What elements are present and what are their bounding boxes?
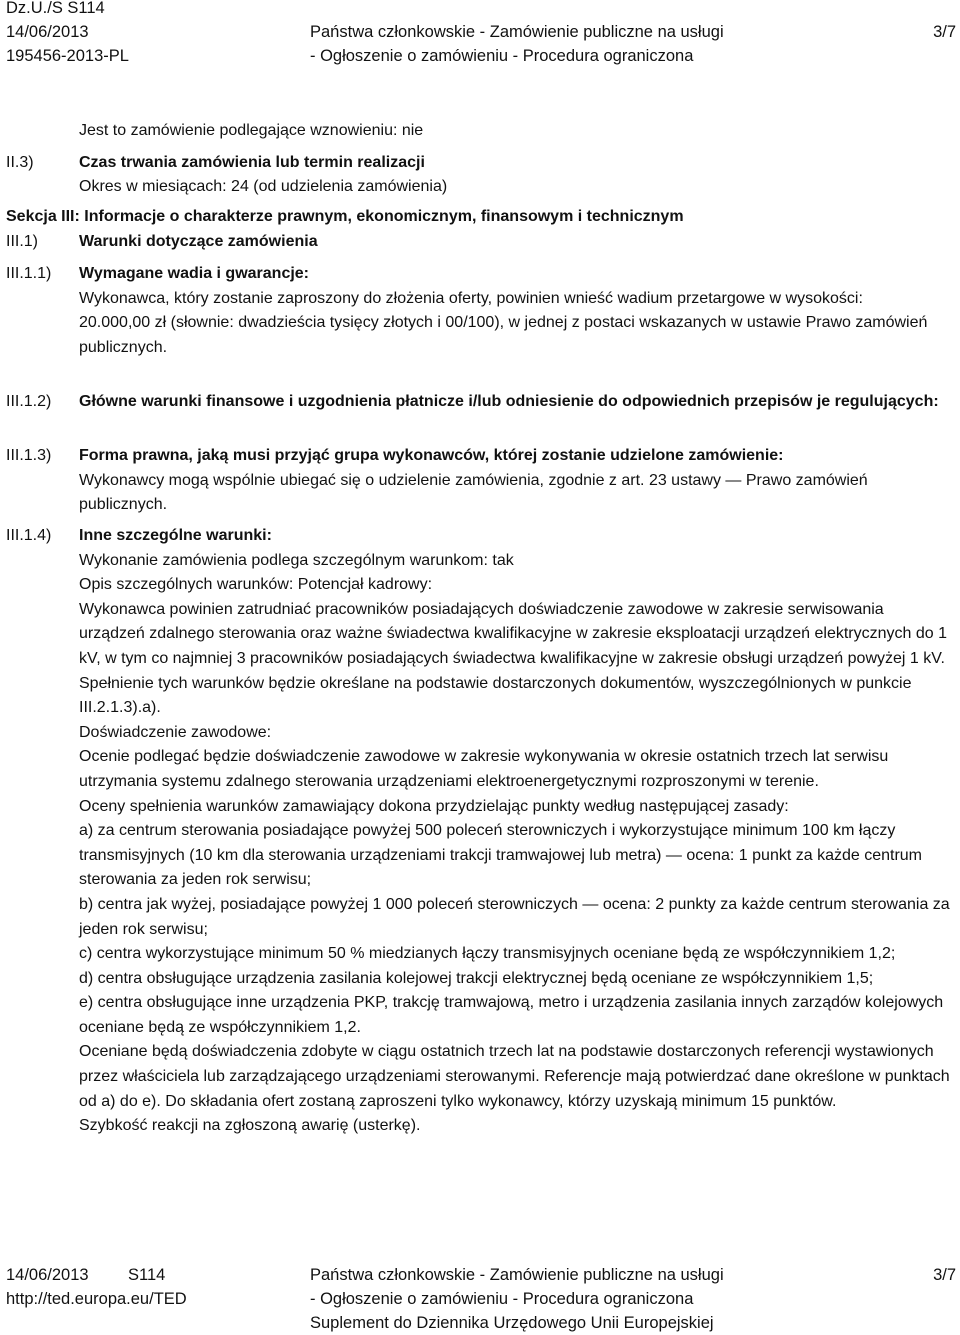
renewal-text: Jest to zamówienie podlegające wznowieniu: nie bbox=[79, 122, 424, 139]
section-title-iii11: Wymagane wadia i gwarancje: bbox=[79, 265, 310, 282]
section-title-iii13: Forma prawna, jaką musi przyjąć grupa wykonawców, której zostanie udzielone zamówienie: bbox=[79, 447, 784, 464]
footer-series: S114 bbox=[128, 1266, 166, 1284]
section-title-iii12: Główne warunki finansowe i uzgodnienia płatnicze i/lub odniesienie do odpowiednich przepisów je regulujących: bbox=[79, 393, 939, 410]
paragraph: 20.000,00 zł (słownie: dwadzieścia tysięcy złotych i 00/100), w jednej z postaci wskazanych w ustawie Prawo zamówień publicznych. bbox=[79, 314, 928, 356]
paragraph: Oceniane będą doświadczenia zdobyte w ciągu ostatnich trzech lat na podstawie dostarczonych referencji wystawionych przez właściciela lub zarządzającego urządzeniami sterowanymi. Referencje mają potwierdzać dane określone w punktach od a) do e). Do składania ofert zostaną zaproszeni tylko wykonawcy, którzy uzyskają minimum 15 punktów. bbox=[79, 1043, 950, 1110]
section-number-iii1: III.1) bbox=[6, 233, 39, 250]
footer-title-line2: - Ogłoszenie o zamówieniu - Procedura ograniczona bbox=[310, 1290, 694, 1308]
list-item: b) centra jak wyżej, posiadające powyżej 1 000 poleceń sterowniczych — ocena: 2 punkty za każde centrum sterowania za jeden rok serwisu; bbox=[79, 895, 950, 938]
section-number-iii12: III.1.2) bbox=[6, 393, 52, 410]
paragraph: Ocenie podlegać będzie doświadczenie zawodowe w zakresie wykonywania w okresie ostatnich trzech lat serwisu utrzymania systemu zdalnego sterowania urządzeniami elektroenergetycznymi rozproszonymi w terenie. bbox=[79, 748, 889, 790]
section-iii-heading: Sekcja III: Informacje o charakterze prawnym, ekonomicznym, finansowym i technicznym bbox=[6, 208, 684, 225]
section-body-iii11 bbox=[79, 262, 951, 360]
section-title-iii14: Inne szczególne warunki: bbox=[79, 527, 272, 544]
paragraph: Wykonawca powinien zatrudniać pracowników posiadających doświadczenie zawodowe w zakresie serwisowania urządzeń zdalnego sterowania oraz ważne świadectwa kwalifikacyjne w zakresie eksploatacji urządzeń elektrycznych do 1 kV, w tym co najmniej 3 pracowników posiadających świadectwa kwalifikacyjne w zakresie obsługi urządzeń powyżej 1 kV. Spełnienie tych warunków będzie określane na podstawie dostarczonych dokumentów, wyszczególnionych w punkcie III.2.1.3).a). bbox=[79, 600, 947, 717]
section-body-iii12 bbox=[79, 390, 951, 415]
section-number-iii11: III.1.1) bbox=[6, 265, 52, 282]
header-page-number: 3/7 bbox=[933, 23, 956, 41]
section-number-ii3: II.3) bbox=[6, 154, 34, 171]
section-body-iii13 bbox=[79, 444, 951, 518]
list-item: c) centra wykorzystujące minimum 50 % miedzianych łączy transmisyjnych oceniane będą ze współczynnikiem 1,2; bbox=[79, 945, 896, 963]
list-item: e) centra obsługujące inne urządzenia PKP, trakcję tramwajową, metro i urządzenia zasilania innych zarządów kolejowych oceniane będą ze współczynnikiem 1,2. bbox=[79, 994, 944, 1036]
paragraph: Wykonawcy mogą wspólnie ubiegać się o udzielenie zamówienia, zgodnie z art. 23 ustawy — Prawo zamówień publicznych. bbox=[79, 471, 868, 514]
header-title-line2: - Ogłoszenie o zamówieniu - Procedura ograniczona bbox=[310, 47, 694, 65]
duration-text: Okres w miesiącach: 24 (od udzielenia zamówienia) bbox=[79, 178, 448, 195]
paragraph: Szybkość reakcji na zgłoszoną awarię (usterkę). bbox=[79, 1117, 421, 1135]
paragraph: Wykonanie zamówienia podlega szczególnym warunkom: tak bbox=[79, 551, 514, 569]
footer-title-line1: Państwa członkowskie - Zamówienie publiczne na usługi bbox=[310, 1266, 724, 1284]
paragraph: Wykonawca, który zostanie zaproszony do złożenia oferty, powinien wnieść wadium przetargowe w wysokości: bbox=[79, 289, 863, 307]
paragraph: Oceny spełnienia warunków zamawiający dokona przydzielając punkty według następującej zasady: bbox=[79, 797, 789, 815]
header-publication: Dz.U./S S114 bbox=[6, 0, 105, 17]
header-title-line1: Państwa członkowskie - Zamówienie publiczne na usługi bbox=[310, 23, 724, 41]
footer-title-line3: Suplement do Dziennika Urzędowego Unii Europejskiej bbox=[310, 1314, 714, 1332]
footer-date: 14/06/2013 bbox=[6, 1266, 89, 1284]
footer-url[interactable]: http://ted.europa.eu/TED bbox=[6, 1290, 187, 1308]
section-number-iii14: III.1.4) bbox=[6, 527, 52, 544]
header-date: 14/06/2013 bbox=[6, 23, 89, 41]
list-item: a) za centrum sterowania posiadające powyżej 500 poleceń sterowniczych i wykorzystujące minimum 100 km łączy transmisyjnych (10 km dla sterowania urządzeniami trakcji tramwajowej lub metra) — ocena: 1 punkt za każde centrum sterowania za jeden rok serwisu; bbox=[79, 822, 923, 889]
footer-page-number: 3/7 bbox=[933, 1266, 956, 1284]
section-number-iii13: III.1.3) bbox=[6, 447, 52, 464]
section-title-ii3: Czas trwania zamówienia lub termin realizacji bbox=[79, 154, 425, 171]
section-body-iii14 bbox=[79, 524, 951, 1139]
section-title-iii1: Warunki dotyczące zamówienia bbox=[79, 233, 318, 250]
header-reference: 195456-2013-PL bbox=[6, 47, 129, 65]
paragraph: Doświadczenie zawodowe: bbox=[79, 723, 272, 741]
list-item: d) centra obsługujące urządzenia zasilania kolejowej trakcji elektrycznej będą oceniane ze współczynnikiem 1,5; bbox=[79, 969, 874, 987]
paragraph: Opis szczególnych warunków: Potencjał kadrowy: bbox=[79, 576, 433, 594]
